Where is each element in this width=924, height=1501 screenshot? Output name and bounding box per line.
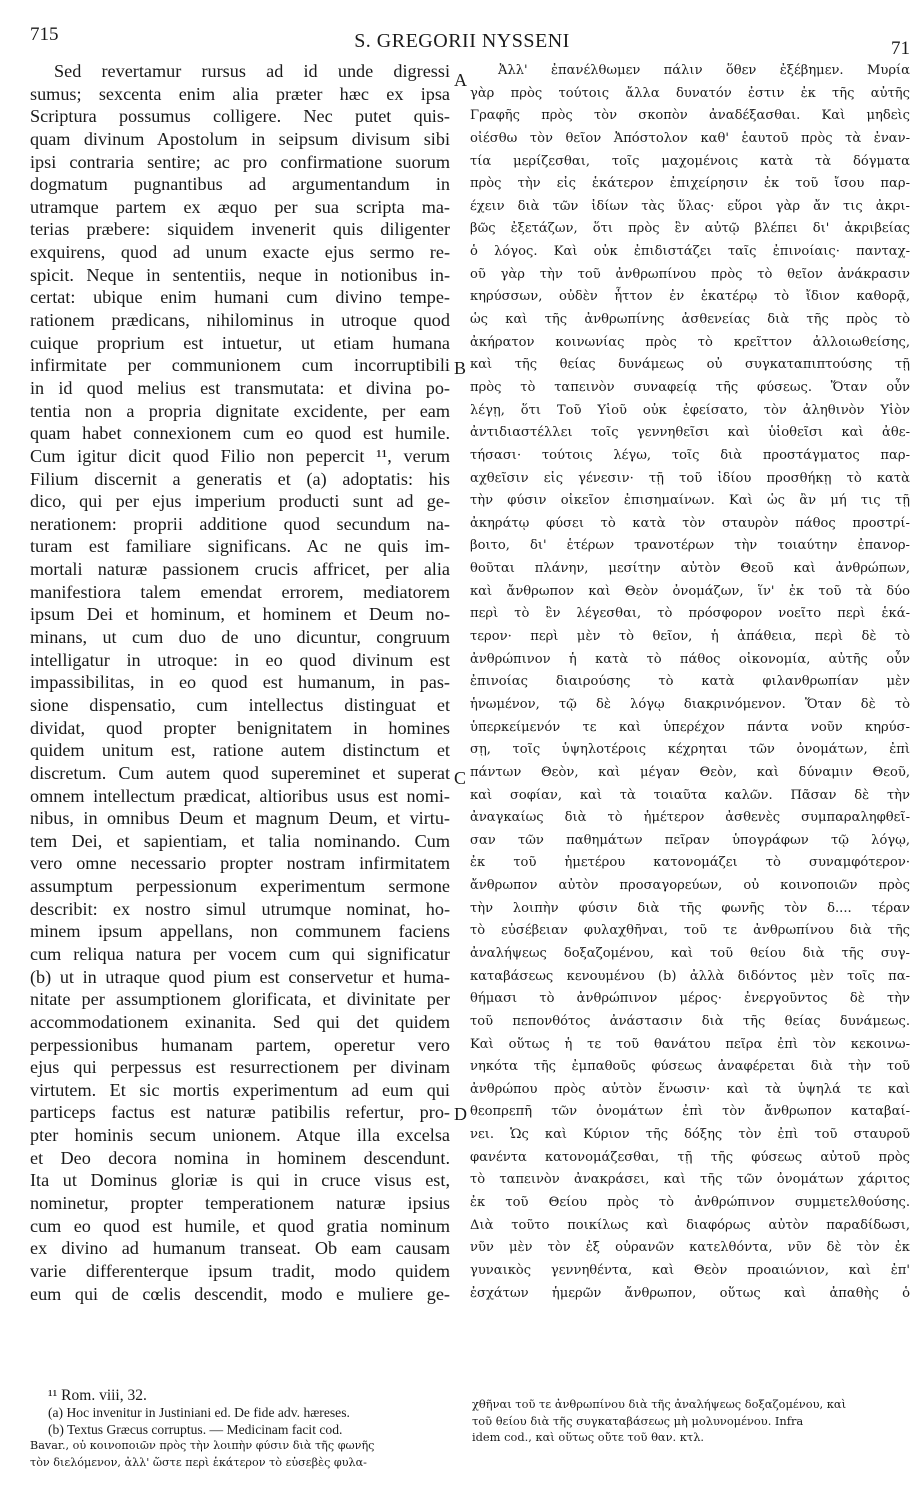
greek-text-line: τοῦ πεπονθότος ἀνάστασιν διὰ τῆς θείας δυνάμεως. [470,1013,910,1029]
greek-text-line: λέγῃ, ὅτι Τοῦ Υἱοῦ οὐκ ἐφείσατο, τὸν ἀληθινὸν Υἱὸν [470,402,910,418]
latin-text-line: accommodationem exinanita. Sed qui det quidem [30,1011,450,1032]
latin-column [30,60,450,1305]
margin-marker-b: B [454,358,467,378]
latin-text-line: certat: ubique enim humani cum divino tempe- [30,287,450,308]
greek-text-line: πρὸς τὴν εἰς ἑκάτερον ἐπιχείρησιν ἐκ τοῦ ἴσου παρ- [470,176,910,192]
greek-text-line: καὶ σοφίαν, καὶ τὰ τοιαῦτα καλῶν. Πᾶσαν δὲ τὴν [470,787,910,803]
greek-text-line: τὸ εὐσέβειαν φυλαχθῆναι, τοῦ τε ἀνθρωπίνου διὰ τῆς [470,923,910,939]
greek-text-line: οἰέσθω τὸν θεῖον Ἀπόστολον καθ' ἑαυτοῦ πρὸς τὰ ἐναν- [470,130,910,146]
greek-text-line: τὴν φύσιν οἰκεῖον ἐπισημαίνων. Καὶ ὡς ἂν μή τις τῇ [470,493,910,509]
page-number-right: 71 [891,38,910,59]
latin-text-line: infirmitate per communionem cum incorruptibili [30,355,450,376]
footnotes-left [30,1386,460,1471]
page-number-left: 715 [30,24,59,45]
latin-text-line: manifestiora talem emendat errorem, mediatorem [30,581,450,602]
greek-text-line: γὰρ πρὸς τούτοις ἄλλα δυνατόν ἐστιν ἐκ τῆς αὐτῆς [470,85,910,101]
greek-text-line: ἐπινοίας διαιρούσης τὸ κατὰ φιλανθρωπίαν μὲν [470,674,910,690]
latin-text-line: Cum igitur dicit quod Filio non pepercit ¹¹, verum [30,445,450,466]
latin-text-line: intelligatur in utroque: in eo quod divinum est [30,649,450,670]
latin-text-line: rationem prædicans, nihilominus in utroque quod [30,310,450,331]
latin-text-line: minem ipsum appellans, non communem faciens [30,921,450,942]
greek-text-line: φανέντα κατονομάζεσθαι, τῇ τῆς φύσεως αὐτοῦ πρὸς [470,1149,910,1165]
greek-text-line: τὸ ταπεινὸν ἀνακράσει, καὶ τῆς τῶν ὀνομάτων χάριτος [470,1172,910,1188]
latin-text-line: nibus, in omnibus Deum et magnum Deum, et virtu- [30,808,450,829]
greek-text-line: ἀκηράτῳ φύσει τὸ κατὰ τὸν σταυρὸν πάθος προστρί- [470,515,910,531]
greek-text-line: ὁ λόγος. Καὶ οὐκ ἐπιδιστάζει ταῖς ἐπινοίαις· πανταχ- [470,244,910,260]
latin-text-line: quam habet connexionem cum eo quod est humile. [30,423,450,444]
footnote-a: (a) Hoc invenitur in Justiniani ed. De fide adv. hæreses. [48,1405,350,1420]
latin-text-line: describit: ex nostro simul utrumque nominat, ho- [30,898,450,919]
latin-text-line: et Deo decora nomina in hominem descendunt. [30,1147,450,1168]
greek-text-line: καὶ τῆς θείας δυνάμεως οὐ συγκαταπιπτούσης τῇ [470,357,910,373]
latin-text-line: Scriptura possumus colligere. Nec putet quis- [30,106,450,127]
greek-text-line: ἐκ τοῦ Θείου πρὸς τὸ ἀνθρώπινον συμμετελθούσης. [470,1195,910,1211]
greek-text-line: τήσασι· τούτοις λέγω, τοῖς διὰ προστάγματος παρ- [470,447,910,463]
latin-text-line: perpessionibus humanam partem, operetur vero [30,1034,450,1055]
greek-text-line: θεοπρεπῆ τῶν ὀνομάτων ἐπὶ τὸν ἄνθρωπον καταβαί- [470,1104,910,1120]
latin-text-line: tentia non a propria dignitate excidente, per eam [30,400,450,421]
latin-text-line: sione dispensatio, cum intellectus distinguat et [30,694,450,715]
latin-text-line: exquirens, quod ad unum exacte ejus sermo re- [30,242,450,263]
greek-text-line: τία μερίζεσθαι, τοῖς μαχομένοις κατὰ τὰ δόγματα [470,153,910,169]
latin-text-line: discretum. Cum autem quod supereminet et superat [30,762,450,783]
greek-text-line: ἐσχάτων ἡμερῶν ἄνθρωπον, οὕτως καὶ ἀπαθὴς ὁ [470,1285,910,1301]
latin-text-line: spicit. Neque in sententiis, neque in notionibus in- [30,264,450,285]
margin-marker-d: D [454,1104,467,1124]
greek-text-line: τερον· περὶ μὲν τὸ θεῖον, ἡ ἀπάθεια, περὶ δὲ τὸ [470,629,910,645]
greek-text-line: ἀναγκαίως διὰ τὸ ἡμέτερον ἀσθενὲς συμπαραληφθεῖ- [470,810,910,826]
latin-text-line: particeps factus est naturæ patibilis refertur, pro- [30,1102,450,1123]
latin-text-line: dividat, quod propter benignitatem in homines [30,717,450,738]
greek-text-line: Καὶ οὕτως ἡ τε τοῦ θανάτου πεῖρα ἐπὶ τὸν κεκοινω- [470,1036,910,1052]
greek-text-line: νηκότα τῆς ἐμπαθοῦς φύσεως ἀναφέρεται διὰ τὴν τοῦ [470,1059,910,1075]
latin-text-line: Filium discernit a generatis et (a) adoptatis: his [30,468,450,489]
greek-column [470,60,910,1305]
latin-text-line: pter hominis secum unionem. Atque illa excelsa [30,1125,450,1146]
latin-text-line: nominetur, propter temperationem naturæ ipsius [30,1193,450,1214]
footnote-greek-line: τὸν διελόμενον, ἀλλ' ὥστε περὶ ἑκάτερον τὸ εὐσεβὲς φυλα- [30,1455,367,1469]
footnotes-right [472,1396,910,1446]
latin-text-line: utramque partem ex æquo per sua scripta ma- [30,196,450,217]
footnote-continuation-line: τοῦ θείου διὰ τῆς συγκαταβάσεως μὴ μολυνομένου. Infra [472,1413,804,1428]
latin-text-line: omnem intellectum prædicat, altioribus usus est nomi- [30,785,450,806]
latin-text-line: cum reliqua natura per vocem cum qui significatur [30,943,450,964]
latin-text-line: cuique proprium est intuetur, ut etiam humana [30,332,450,353]
latin-text-line: nitate per assumptionem glorificata, et divinitate per [30,989,450,1010]
greek-text-line: γυναικὸς γεννηθέντα, καὶ Θεὸν προαιώνιον, καὶ ἐπ' [470,1262,910,1278]
latin-text-line: assumptum perpessionum experimentum sermone [30,876,450,897]
greek-text-line: Γραφῆς πρὸς τὸν σκοπὸν ἀναδέξασθαι. Καὶ μηδεὶς [470,108,910,124]
greek-text-line: σαν τῶν παθημάτων πεῖραν ὑπογράφων τῷ λόγῳ, [470,832,910,848]
latin-text-line: dico, qui per ejus imperium producti sunt ad ge- [30,491,450,512]
latin-text-line: ejus qui perpessus est resurrectionem per divinam [30,1057,450,1078]
greek-text-line: νῦν μὲν τὸν ἐξ οὐρανῶν κατελθόντα, νῦν δὲ τὸν ἐκ [470,1240,910,1256]
greek-text-line: αχθεῖσιν εἰς γένεσιν· τῇ τοῦ ἰδίου προσθήκῃ τὸ κατὰ [470,470,910,486]
latin-text-line: cum eo quod est humile, et quod gratia nominum [30,1215,450,1236]
greek-text-line: ἐκ τοῦ ἡμετέρου κατονομάζει τὸ συναμφότερον· [470,855,910,871]
latin-text-line: Ita ut Dominus gloriæ is qui in cruce visus est, [30,1170,450,1191]
greek-text-line: καταβάσεως κενουμένου (b) ἀλλὰ διδόντος μὲν τοῖς πα- [470,968,910,984]
greek-text-line: ἀνθρώπου πρὸς αὐτὸν ἕνωσιν· καὶ τὰ ὑψηλά τε καὶ [470,1081,910,1097]
latin-text-line: (b) ut in utraque quod pium est conservetur et huma- [30,966,450,987]
greek-text-line: ὑπερκείμενόν τε καὶ ὑπερέχον πάντα νοῦν κηρύσ- [470,719,910,735]
greek-text-line: οῦ γὰρ τὴν τοῦ ἀνθρωπίνου πρὸς τὸ θεῖον ἀνάκρασιν [470,266,910,282]
footnote-b: (b) Textus Græcus corruptus. — Medicinam facit cod. [48,1421,343,1437]
latin-text-line: virtutem. Et sic mortis experimentum ad eum qui [30,1079,450,1100]
greek-text-line: θήμασι τὸ ἀνθρώπινον μέρος· ἐνεργοῦντος δὲ τὴν [470,991,910,1007]
latin-text-line: terias præbere: siquidem invenerit quis diligenter [30,219,450,240]
greek-text-line: ἀντιδιαστέλλει τοῖς γεννηθεῖσι καὶ ὑἱοθεῖσι καὶ ἀθε- [470,425,910,441]
running-title: S. GREGORII NYSSENI [354,30,570,52]
footnote-continuation-line: idem cod., καὶ οὕτως οὔτε τοῦ θαν. κτλ. [472,1430,705,1444]
greek-text-line: ἄνθρωπον αὐτὸν προσαγορεύων, οὐ κοινοποιῶν πρὸς [470,878,910,894]
latin-text-line: eum qui de cœlis descendit, modo e muliere ge- [30,1283,450,1304]
greek-text-line: ἀκήρατον κοινωνίας πρὸς τὸ κρεῖττον ἀλλοιωθείσης, [470,334,910,350]
latin-text-line: ipsi contraria sentire; ac pro confirmatione suorum [30,151,450,172]
footnote-continuation-line: χθῆναι τοῦ τε ἀνθρωπίνου διὰ τῆς ἀναλήψεως δοξαζομένου, καὶ [472,1397,847,1411]
greek-text-line: Ἀλλ' ἐπανέλθωμεν πάλιν ὅθεν ἐξέβημεν. Μυρία [498,63,910,78]
greek-text-line: θοῦται πλάνην, μεσίτην αὐτὸν Θεοῦ καὶ ἀνθρώπων, [470,561,910,577]
greek-text-line: τὴν λοιπὴν φύσιν διὰ τῆς φωνῆς τὸν δ.... τέραν [470,900,910,916]
latin-text-line: Sed revertamur rursus ad id unde digressi [54,61,450,81]
greek-text-line: κηρύσσων, οὐδὲν ἧττον ἐν ἑκατέρῳ τὸ ἴδιον καθορᾷ, [470,289,910,305]
margin-marker-a: A [454,70,467,90]
greek-text-line: πάντων Θεὸν, καὶ μέγαν Θεὸν, καὶ δύναμιν Θεοῦ, [470,764,910,780]
latin-text-line: nerationem: proprii additione quod secundum na- [30,513,450,534]
greek-text-line: περὶ τὸ ἓν λέγεσθαι, τὸ πρόσφορον νοεῖτο περὶ ἑκά- [470,606,910,622]
latin-text-line: ipsum Dei et hominum, et hominem et Deum no- [30,604,450,625]
latin-text-line: vero omne necessario propter nostram infirmitatem [30,853,450,874]
greek-text-line: ἀνθρώπινον ἡ κατὰ τὸ πάθος οἰκονομία, αὐτῆς οὖν [470,651,910,667]
greek-text-line: ἀναλήψεως δοξαζομένου, καὶ τοῦ θείου διὰ τῆς συγ- [470,945,910,961]
latin-text-line: impassibilitas, in eo quod est humanum, in pas- [30,672,450,693]
latin-text-line: tem Dei, et sapientiam, et talia nominando. Cum [30,830,450,851]
greek-text-line: Διὰ τοῦτο ποικίλως καὶ διαφόρως αὐτὸν παραδίδωσι, [470,1217,910,1233]
greek-text-line: ὡς καὶ τῆς ἀνθρωπίνης ἀσθενείας διὰ τῆς πρὸς τὸ [470,312,910,328]
latin-text-line: varie differenterque ipsum tradit, modo quidem [30,1260,450,1281]
footnote-reference: ¹¹ Rom. viii, 32. [48,1387,147,1404]
latin-text-line: minans, ut cum duo de uno dicuntur, congruum [30,627,450,648]
greek-text-line: νει. Ὡς καὶ Κύριον τῆς δόξης τὸν ἐπὶ τοῦ σταυροῦ [470,1127,910,1143]
greek-text-line: ἡνωμένον, τῷ δὲ λόγῳ διακρινόμενον. Ὅταν δὲ τὸ [470,696,910,712]
footnote-greek-line: Bavar., οὐ κοινοποιῶν πρὸς τὴν λοιπὴν φύσιν διὰ τῆς φωνῆς [30,1439,375,1452]
latin-text-line: turam est familiare significans. Ac ne quis im- [30,536,450,557]
latin-text-line: in id quod melius est transmutata: et divina po- [30,377,450,398]
greek-text-line: βῶς ἐξετάζων, ὅτι πρὸς ἓν αὐτῷ βλέπει δι' ἀκριβείας [470,221,910,237]
greek-text-line: πρὸς τὸ ταπεινὸν συναφείᾳ τῆς φύσεως. Ὅταν οὖν [470,379,910,395]
greek-text-line: έχειν διὰ τῶν ἰδίων τὰς ὕλας· εὕροι γὰρ ἄν τις ἀκρι- [470,198,910,214]
greek-text-line: σῃ, τοῖς ὑψηλοτέροις κέχρηται τῶν ὀνομάτων, ἐπὶ [470,742,910,758]
latin-text-line: dogmatum pugnantibus ad argumentandum in [30,174,450,195]
latin-text-line: quam divinum Apostolum in seipsum divisum sibi [30,128,450,149]
greek-text-line: καὶ ἄνθρωπον καὶ Θεὸν ὀνομάζων, ἵν' ἐκ τοῦ τὰ δύο [470,583,910,599]
greek-text-line: βοιτο, δι' ἑτέρων τρανοτέρων τὴν τοιαύτην ἐπανορ- [470,538,910,554]
latin-text-line: ex divino ad humanum transeat. Ob eam causam [30,1238,450,1259]
latin-text-line: mortali naturæ passionem crucis affricet, per alia [30,559,450,580]
latin-text-line: quidem unitum est, ratione autem distinctum et [30,740,450,761]
latin-text-line: sumus; sexcenta enim alia præter hæc ex ipsa [30,83,450,104]
margin-marker-c: C [454,768,467,788]
